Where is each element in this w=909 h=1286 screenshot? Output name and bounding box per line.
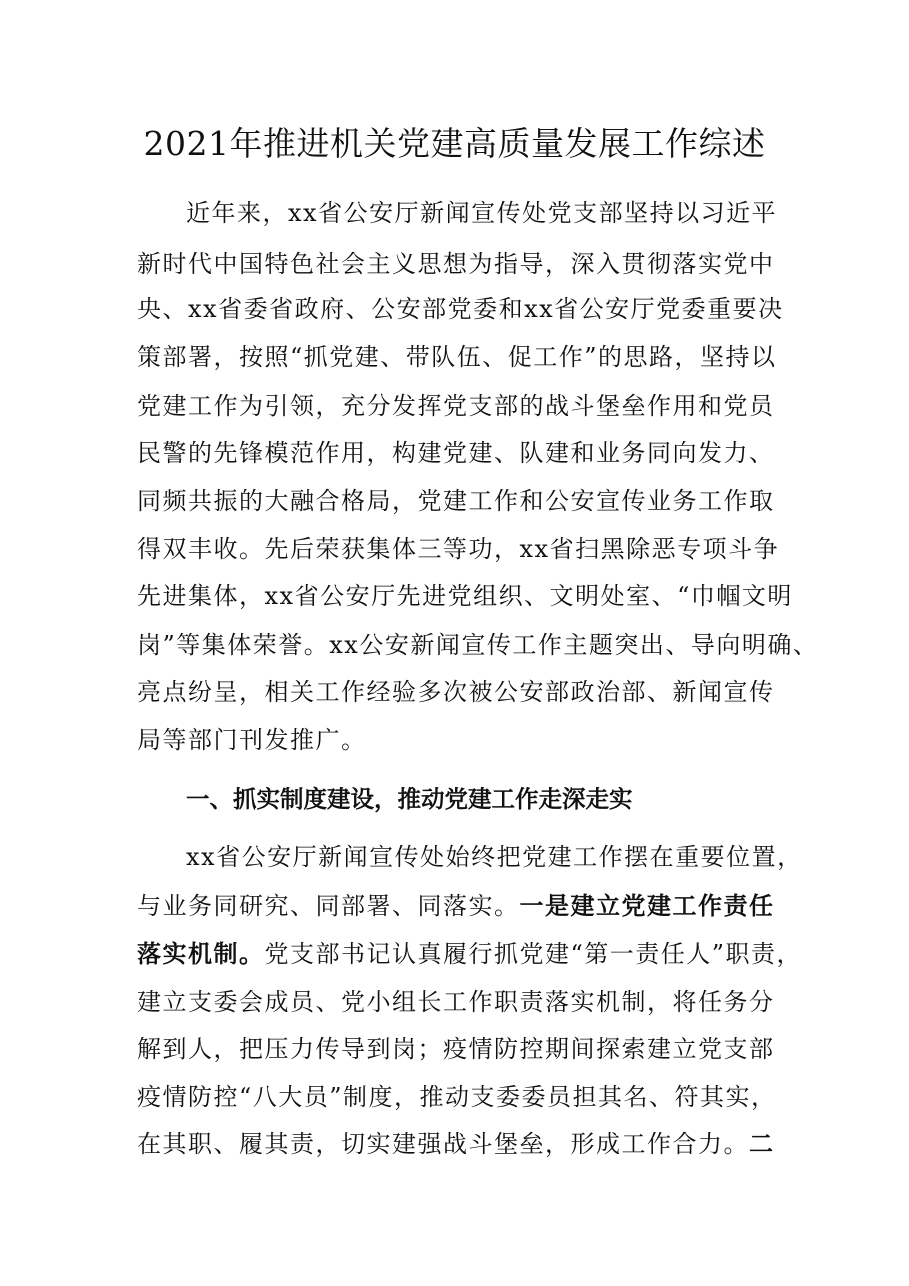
- section-line: xx省公安厅新闻宣传处始终把党建工作摆在重要位置，: [186, 843, 803, 871]
- intro-line: 近年来，xx省公安厅新闻宣传处党支部坚持以习近平: [186, 199, 778, 227]
- intro-line: 亮点纷呈，相关工作经验多次被公安部政治部、新闻宣传: [137, 678, 775, 706]
- section-line: [137, 1127, 787, 1161]
- intro-line: 同频共振的大融合格局，党建工作和公安宣传业务工作取: [137, 487, 775, 515]
- section-text: 党支部书记认真履行抓党建“第一责任人”职责，: [264, 940, 803, 968]
- intro-line: 策部署，按照“抓党建、带队伍、促工作”的思路，坚持以: [137, 343, 777, 371]
- section-line: [137, 937, 803, 971]
- intro-line: 党建工作为引领，充分发挥党支部的战斗堡垒作用和党员: [137, 392, 775, 420]
- section-emphasis: 落实机制。: [137, 940, 265, 968]
- intro-line: 新时代中国特色社会主义思想为指导，深入贯彻落实党中: [137, 250, 775, 278]
- intro-line: 民警的先锋模范作用，构建党建、队建和业务同向发力、: [137, 439, 775, 467]
- intro-line: 局等部门刊发推广。: [137, 726, 367, 754]
- document-title: 2021年推进机关党建高质量发展工作综述: [143, 124, 766, 163]
- intro-line: 先进集体，xx省公安厅先进党组织、文明处室、“巾帼文明: [137, 582, 793, 610]
- section-text: 与业务同研究、同部署、同落实。: [137, 892, 520, 920]
- intro-line: 得双丰收。先后荣获集体三等功，xx省扫黑除恶专项斗争: [137, 535, 780, 563]
- section-line: 解到人，把压力传导到岗；疫情防控期间探索建立党支部: [137, 1035, 775, 1063]
- section-heading: 一、抓实制度建设，推动党建工作走深走实: [186, 785, 633, 813]
- section-text: 在其职、履其责，切实建强战斗堡垒，形成工作合力。: [137, 1130, 749, 1158]
- intro-line: 岗”等集体荣誉。xx公安新闻宣传工作主题突出、导向明确、: [137, 631, 819, 659]
- intro-line: 央、xx省委省政府、公安部党委和xx省公安厅党委重要决: [137, 295, 784, 323]
- section-emphasis: 一是建立党建工作责任: [519, 892, 775, 920]
- section-line: [137, 889, 787, 923]
- section-line: 建立支委会成员、党小组长工作职责落实机制，将任务分: [137, 988, 775, 1016]
- section-emphasis: 二: [749, 1130, 775, 1158]
- section-line: 疫情防控“八大员”制度，推动支委委员担其名、符其实，: [137, 1083, 777, 1111]
